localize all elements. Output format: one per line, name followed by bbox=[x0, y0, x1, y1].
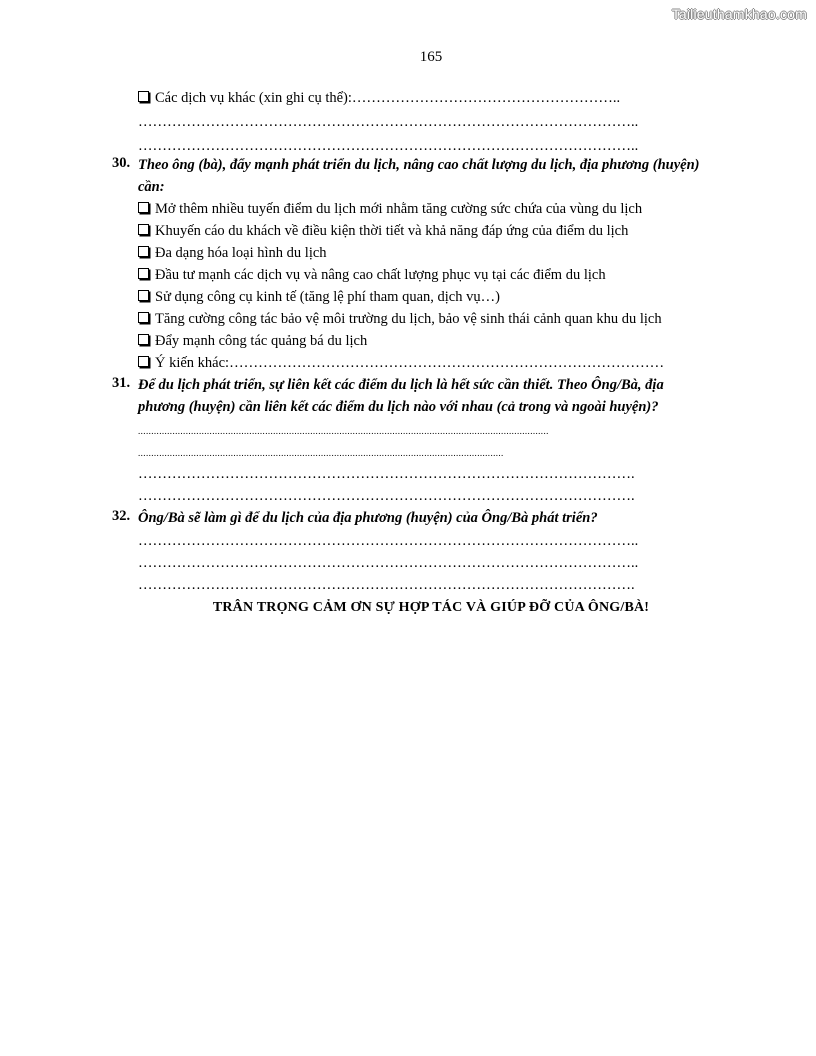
answer-line[interactable]: …………………………………………………………………………………………. bbox=[138, 466, 635, 482]
option-label: Mở thêm nhiều tuyến điểm du lịch mới nhằm tăng cường sức chứa của vùng du lịch bbox=[155, 201, 643, 217]
option-label: Các dịch vụ khác (xin ghi cụ thể):……………………………………………….. bbox=[155, 90, 621, 106]
option-label: Khuyến cáo du khách về điều kiện thời tiết và khả năng đáp ứng của điểm du lịch bbox=[155, 223, 629, 239]
checkbox-icon[interactable] bbox=[138, 312, 149, 323]
option-label: Ý kiến khác:……………………………………………………………………………… bbox=[155, 355, 665, 371]
checkbox-option[interactable] bbox=[138, 331, 367, 351]
checkbox-icon[interactable] bbox=[138, 356, 149, 367]
page-number: 165 bbox=[419, 49, 443, 65]
option-label: Đẩy mạnh công tác quảng bá du lịch bbox=[155, 333, 368, 349]
question-30-text: Theo ông (bà), đẩy mạnh phát triển du lịch, nâng cao chất lượng du lịch, địa phương (huyện) bbox=[138, 157, 700, 173]
checkbox-icon[interactable] bbox=[138, 202, 149, 213]
watermark: Tailieuthamkhao.com bbox=[671, 6, 807, 22]
checkbox-icon[interactable] bbox=[138, 290, 149, 301]
question-number: 32. bbox=[112, 508, 131, 524]
checkbox-icon[interactable] bbox=[138, 334, 149, 345]
checkbox-option[interactable] bbox=[138, 309, 662, 329]
checkbox-option[interactable] bbox=[138, 243, 327, 263]
option-label: Đa dạng hóa loại hình du lịch bbox=[155, 245, 327, 261]
option-label: Tăng cường công tác bảo vệ môi trường du lịch, bảo vệ sinh thái cảnh quan khu du lịch bbox=[155, 311, 662, 327]
answer-line[interactable]: ………………………………………………………………………………………….. bbox=[138, 533, 639, 549]
checkbox-icon[interactable] bbox=[138, 224, 149, 235]
checkbox-option[interactable] bbox=[138, 287, 500, 307]
answer-line: ………………………………………………………………………………………….. bbox=[138, 138, 639, 154]
answer-line[interactable]: ........................................................................................................................................................... bbox=[138, 426, 549, 436]
answer-line[interactable]: …………………………………………………………………………………………. bbox=[138, 488, 635, 504]
option-label: Đầu tư mạnh các dịch vụ và nâng cao chất lượng phục vụ tại các điểm du lịch bbox=[155, 267, 606, 283]
answer-line[interactable]: ………………………………………………………………………………………….. bbox=[138, 555, 639, 571]
closing-thanks: TRÂN TRỌNG CẢM ƠN SỰ HỢP TÁC VÀ GIÚP ĐỠ CỦA ÔNG/BÀ! bbox=[212, 600, 650, 615]
answer-line[interactable]: …………………………………………………………………………………………. bbox=[138, 577, 635, 593]
question-number: 31. bbox=[112, 375, 131, 391]
option-label: Sử dụng công cụ kinh tế (tăng lệ phí tham quan, dịch vụ…) bbox=[155, 289, 500, 305]
checkbox-icon[interactable] bbox=[138, 91, 149, 102]
answer-line: ………………………………………………………………………………………….. bbox=[138, 114, 639, 130]
question-32-text: Ông/Bà sẽ làm gì để du lịch của địa phương (huyện) của Ông/Bà phát triển? bbox=[138, 510, 598, 526]
question-31-text-cont: phương (huyện) cần liên kết các điểm du lịch nào với nhau (cả trong và ngoài huyện)? bbox=[138, 399, 659, 415]
question-30-text-cont: cần: bbox=[138, 179, 165, 195]
checkbox-icon[interactable] bbox=[138, 246, 149, 257]
answer-line[interactable]: .......................................................................................................................................... bbox=[138, 448, 504, 458]
checkbox-option-other-services[interactable] bbox=[138, 88, 620, 108]
question-number: 30. bbox=[112, 155, 131, 171]
checkbox-option[interactable] bbox=[138, 199, 642, 219]
checkbox-option[interactable] bbox=[138, 221, 628, 241]
question-31-text: Để du lịch phát triển, sự liên kết các điểm du lịch là hết sức cần thiết. Theo Ông/Bà, địa bbox=[138, 377, 664, 393]
checkbox-icon[interactable] bbox=[138, 268, 149, 279]
checkbox-option-other-opinion[interactable] bbox=[138, 353, 664, 373]
checkbox-option[interactable] bbox=[138, 265, 606, 285]
